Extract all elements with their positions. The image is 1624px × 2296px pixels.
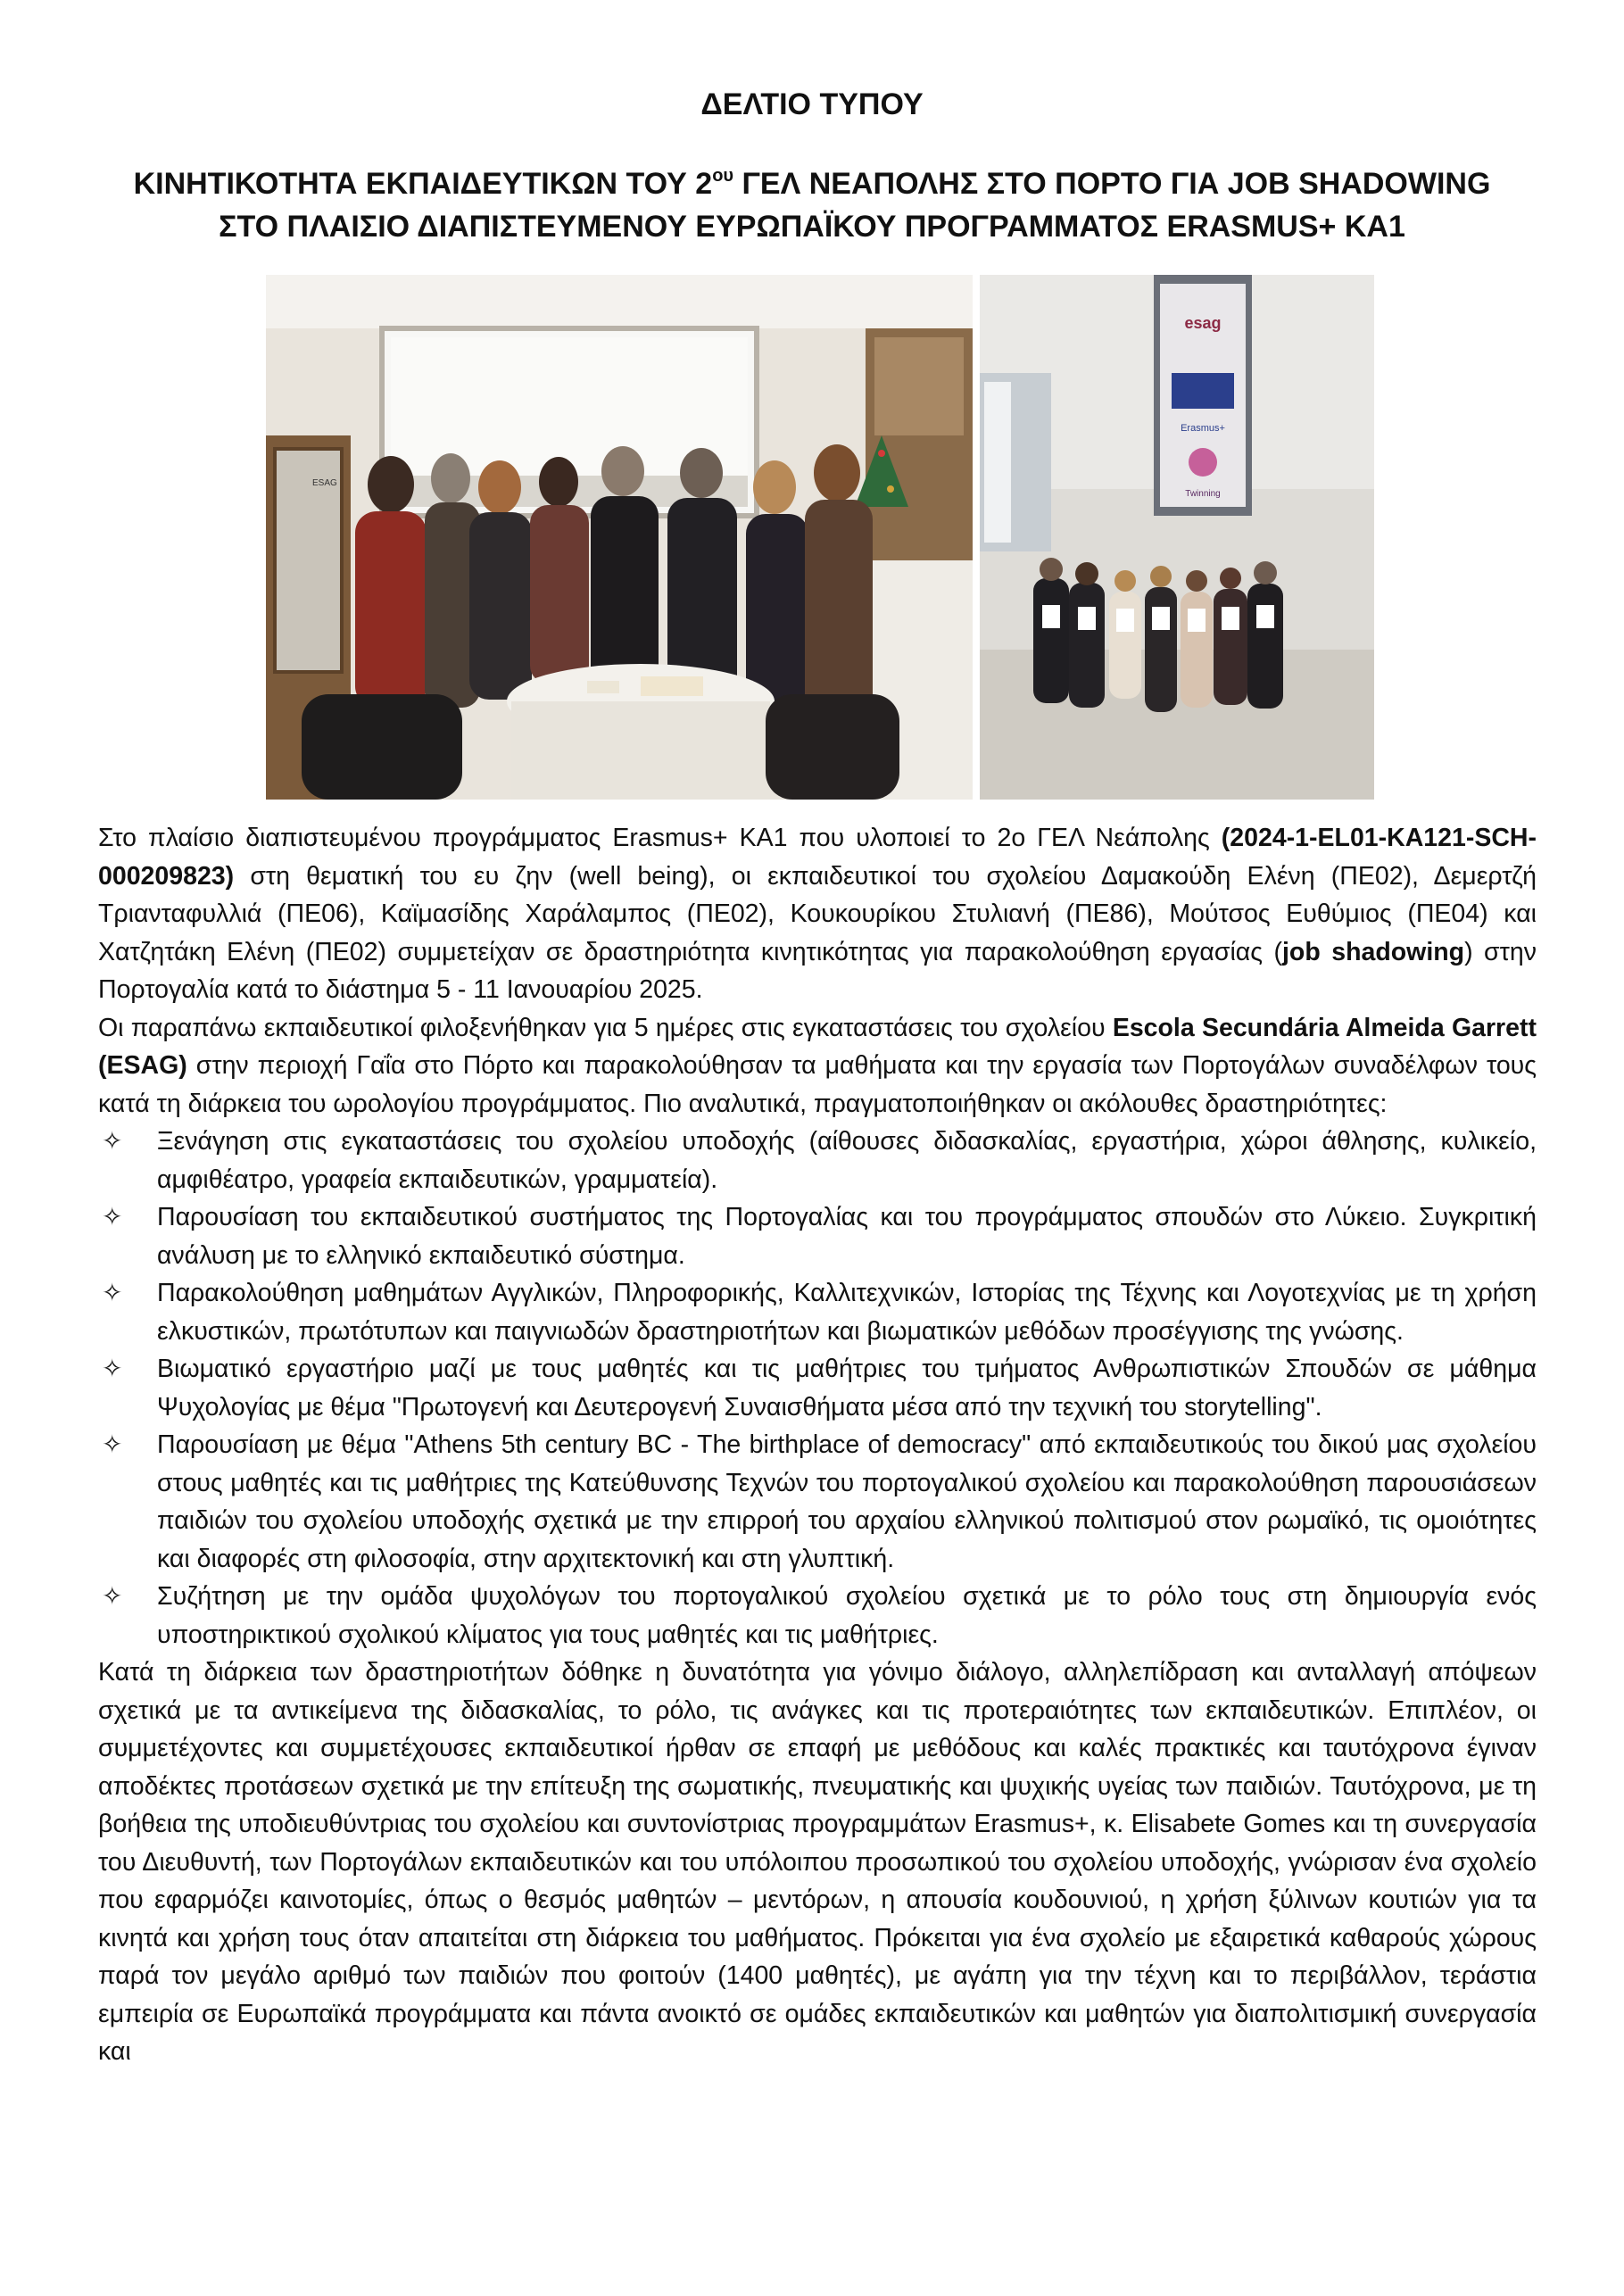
host-school-name: Escola Secundária Almeida Garrett (ESAG) <box>98 1013 1537 1080</box>
activity-list-item <box>98 1198 1537 1274</box>
activity-list-item <box>98 1426 1537 1578</box>
activity-text: Συζήτηση με την ομάδα ψυχολόγων του πορτογαλικού σχολείου σχετικά με το ρόλο τους στη δημιουργία ενός υποστηρικτικού σχολικού κλίματος για τους μαθητές και τις μαθήτριες. <box>157 1582 1537 1649</box>
title-line-2: ΣΤΟ ΠΛΑΙΣΙΟ ΔΙΑΠΙΣΤΕΥΜΕΝΟΥ ΕΥΡΩΠΑΪΚΟΥ ΠΡΟΓΡΑΜΜΑΤΟΣ ERASMUS+ KA1 <box>219 210 1405 244</box>
paragraph-outcomes: Κατά τη διάρκεια των δραστηριοτήτων δόθηκε η δυνατότητα για γόνιμο διάλογο, αλληλεπίδραση και ανταλλαγή απόψεων σχετικά με τα αντικείμενα της διδασκαλίας, το ρόλο, τις ανάγκες και τις προτεραιότητες των εκπαιδευτικών. Επιπλέον, οι συμμετέχοντες και συμμετέχουσες εκπαιδευτικοί ήρθαν σε επαφή με μεθόδους και καλές πρακτικές και ταυτόχρονα έγιναν αποδέκτες προτάσεων σχετικά με την επίτευξη της σωματικής, πνευματικής και ψυχικής υγείας των παιδιών. Ταυτόχρονα, με τη βοήθεια της υποδιευθύντριας του σχολείου και συντονίστριας προγραμμάτων Erasmus+, κ. Elisabete Gomes και τη συνεργασία του Διευθυντή, των Πορτογάλων εκπαιδευτικών και του υπόλοιπου προσωπικού του σχολείου υποδοχής, γνώρισαν ένα σχολείο που εφαρμόζει καινοτομίες, όπως ο θεσμός μαθητών – μεντόρων, η απουσία κουδουνιού, η χρήση ξύλινων κουτιών για τα κινητά και χρήση τους όταν απαιτείται στη διάρκεια του μαθήματος. Πρόκειται για ένα σχολείο με εξαιρετικά καθαρούς χώρους παρά τον μεγάλο αριθμό των παιδιών που φοιτούν (1400 μαθητές), με αγάπη για την τέχνη και το περιβάλλον, τεράστια εμπειρία σε Ευρωπαϊκά προγράμματα και πάντα ανοικτό σε ομάδες εκπαιδευτικών και μαθητών για διαπολιτισμική συνεργασία και <box>98 1658 1537 2066</box>
title-superscript: ου <box>712 166 734 186</box>
banner-bottom-text: Twinning <box>1185 489 1221 499</box>
group-photo-office-image <box>266 275 973 800</box>
photo-sign-text: ESAG <box>312 478 337 488</box>
sparkle-bullet-icon: ✧ <box>102 1582 123 1610</box>
activity-text: Παρουσίαση του εκπαιδευτικού συστήματος της Πορτογαλίας και του προγράμματος σπουδών στο Λύκειο. Συγκριτική ανάλυση με το ελληνικό εκπαιδευτικό σύστημα. <box>157 1203 1537 1270</box>
activity-text: Παρουσίαση με θέμα "Athens 5th century BC - The birthplace of democracy" από εκπαιδευτικούς του δικού μας σχολείου στους μαθητές και τις μαθήτριες της Κατεύθυνσης Τεχνών του πορτογαλικού σχολείου και παρακολούθηση παρουσιάσεων παιδιών του σχολείου υποδοχής σχετικά με την επιρροή του αρχαίου ελληνικού πολιτισμού στον ρωμαϊκό, τις ομοιότητες και διαφορές στη φιλοσοφία, στην αρχιτεκτονική και στη γλυπτική. <box>157 1430 1537 1573</box>
banner-logo-text: esag <box>1184 314 1222 332</box>
title-line-1-part-b: ΓΕΛ ΝΕΑΠΟΛΗΣ ΣΤΟ ΠΟΡΤΟ ΓΙΑ JOB SHADOWING <box>733 167 1491 201</box>
activity-list-item <box>98 1274 1537 1350</box>
sparkle-bullet-icon: ✧ <box>102 1430 123 1458</box>
activity-list-item <box>98 1578 1537 1654</box>
article-body <box>98 819 1537 2071</box>
title-line-1-part-a: ΚΙΝΗΤΙΚΟΤΗΤΑ ΕΚΠΑΙΔΕΥΤΙΚΩΝ ΤΟΥ 2 <box>133 167 713 201</box>
press-release-heading: ΔΕΛΤΙΟ ΤΥΠΟΥ <box>700 87 924 121</box>
activity-list-item <box>98 1123 1537 1198</box>
intro-text-e: ) στην Πορτογαλία κατά το διάστημα 5 - 11 Ιανουαρίου 2025. <box>98 937 1537 1004</box>
sparkle-bullet-icon: ✧ <box>102 1355 123 1382</box>
group-photo-office <box>266 275 973 800</box>
paragraph-intro <box>98 819 1537 1009</box>
sparkle-bullet-icon: ✧ <box>102 1203 123 1231</box>
sparkle-bullet-icon: ✧ <box>102 1127 123 1155</box>
intro-text-c: στη θεματική του ευ ζην (well being), οι εκπαιδευτικοί του σχολείου Δαμακούδη Ελένη (ΠΕ02), Δεμερτζή Τριανταφυλλιά (ΠΕ06), Καϊμασίδης Χαράλαμπος (ΠΕ02), Κουκουρίκου Στυλιανή (ΠΕ86), Μούτσος Ευθύμιος (ΠΕ04) και Χατζητάκη Ελένη (ΠΕ02) συμμετείχαν σε δραστηριότητα κινητικότητας για παρακολούθηση εργασίας ( <box>98 861 1537 966</box>
activity-text: Βιωματικό εργαστήριο μαζί με τους μαθητές και τις μαθήτριες του τμήματος Ανθρωπιστικών Σπουδών σε μάθημα Ψυχολογίας με θέμα "Πρωτογενή και Δευτερογενή Συναισθήματα μέσα από την τεχνική του storytelling". <box>157 1355 1537 1422</box>
activity-text: Ξενάγηση στις εγκαταστάσεις του σχολείου υποδοχής (αίθουσες διδασκαλίας, εργαστήρια, χώροι άθλησης, κυλικείο, αμφιθέατρο, γραφεία εκπαιδευτικών, γραμματεία). <box>157 1127 1537 1194</box>
host-text-c: στην περιοχή Γαΐα στο Πόρτο και παρακολούθησαν τα μαθήματα και την εργασία των Πορτογάλων συναδέλφων τους κατά τη διάρκεια του ωρολογίου προγράμματος. Πιο αναλυτικά, πραγματοποιήθηκαν οι ακόλουθες δραστηριότητες: <box>98 1051 1537 1118</box>
group-photo-certificates <box>980 275 1374 800</box>
activity-list-item <box>98 1350 1537 1426</box>
intro-text-a: Στο πλαίσιο διαπιστευμένου προγράμματος Erasmus+ KA1 που υλοποιεί το 2ο ΓΕΛ Νεάπολης <box>98 824 1222 852</box>
banner-erasmus-text: Erasmus+ <box>1181 423 1225 434</box>
activity-text: Παρακολούθηση μαθημάτων Αγγλικών, Πληροφορικής, Καλλιτεχνικών, Ιστορίας της Τέχνης και Λογοτεχνίας με τη χρήση ελκυστικών, πρωτότυπων και παιγνιωδών δραστηριοτήτων και βιωματικών μεθόδων προσέγγισης της γνώσης. <box>157 1279 1537 1346</box>
job-shadowing-term: job shadowing <box>1282 937 1465 966</box>
group-photo-certificates-image <box>980 275 1374 800</box>
project-code: (2024-1-EL01-KA121-SCH-000209823) <box>98 824 1537 891</box>
title-line-1 <box>0 156 1624 203</box>
host-text-a: Οι παραπάνω εκπαιδευτικοί φιλοξενήθηκαν για 5 ημέρες στις εγκαταστάσεις του σχολείου <box>98 1013 1113 1042</box>
paragraph-host-school <box>98 1009 1537 1123</box>
sparkle-bullet-icon: ✧ <box>102 1279 123 1306</box>
